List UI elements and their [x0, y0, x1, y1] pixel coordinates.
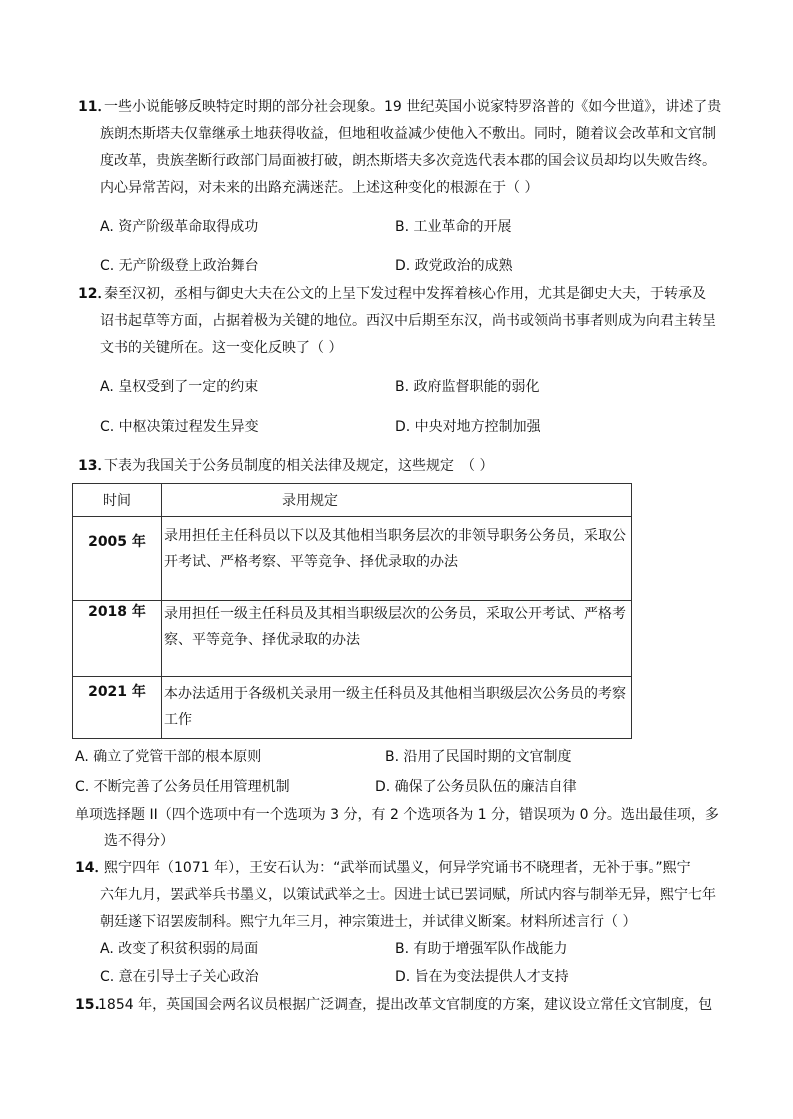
question-number: 12．	[78, 286, 112, 302]
option-d[interactable]: D. 中央对地方控制加强	[395, 419, 541, 435]
question-text-line: 诏书起草等方面，占据着极为关键的地位。西汉中后期至东汉，尚书或领尚书事者则成为向君主转呈	[100, 313, 716, 329]
table-cell-rule: 录用担任一级主任科员及其相当职级层次的公务员，采取公开考试、严格考察、平等竞争、择优录取的办法	[164, 606, 626, 648]
question-number: 13．	[78, 458, 112, 474]
option-c[interactable]: C. 意在引导士子关心政治	[100, 969, 259, 985]
question-text-line: 下表为我国关于公务员制度的相关法律及规定，这些规定 （ ）	[104, 458, 494, 474]
option-d[interactable]: D. 政党政治的成熟	[395, 258, 513, 274]
option-a[interactable]: A. 皇权受到了一定的约束	[100, 379, 259, 395]
table-cell-year: 2005 年	[88, 534, 146, 550]
question-text-line: 一些小说能够反映特定时期的部分社会现象。19 世纪英国小说家特罗洛普的《如今世道》，讲述了贵	[104, 99, 722, 115]
table-cell-year: 2021 年	[88, 684, 146, 700]
option-d[interactable]: D. 旨在为变法提供人才支持	[395, 969, 569, 985]
option-b[interactable]: B. 有助于增强军队作战能力	[395, 941, 568, 957]
option-c[interactable]: C. 不断完善了公务员任用管理机制	[75, 779, 290, 795]
question-text-line: 文书的关键所在。这一变化反映了（ ）	[100, 340, 343, 356]
table-header-time: 时间	[73, 484, 162, 517]
question-text-line: 1854 年，英国国会两名议员根据广泛调查，提出改革文官制度的方案，建议设立常任文官制度，包	[98, 997, 713, 1013]
table-header-row	[73, 484, 632, 517]
question-number: 11．	[78, 99, 112, 115]
option-c[interactable]: C. 中枢决策过程发生异变	[100, 419, 259, 435]
table-cell-year: 2018 年	[88, 604, 146, 620]
option-a[interactable]: A. 改变了积贫积弱的局面	[100, 941, 259, 957]
option-b[interactable]: B. 政府监督职能的弱化	[395, 379, 540, 395]
section-instructions-line: 选不得分）	[104, 833, 174, 849]
option-a[interactable]: A. 确立了党管干部的根本原则	[75, 749, 262, 765]
regulations-table	[72, 483, 632, 739]
question-text-line: 六年九月，罢武举兵书墨义，以策试武举之士。因进士试已罢词赋，所试内容与制举无异，熙宁七年	[100, 887, 716, 903]
question-text-line: 度改革，贵族垄断行政部门局面被打破，朗杰斯塔夫多次竞选代表本郡的国会议员却均以失败告终。	[100, 153, 716, 169]
question-number: 14．	[75, 860, 109, 876]
option-b[interactable]: B. 沿用了民国时期的文官制度	[385, 749, 572, 765]
table-row	[73, 601, 632, 677]
table-cell-rule: 本办法适用于各级机关录用一级主任科员及其他相当职级层次公务员的考察工作	[164, 686, 626, 728]
option-c[interactable]: C. 无产阶级登上政治舞台	[100, 258, 259, 274]
option-a[interactable]: A. 资产阶级革命取得成功	[100, 219, 259, 235]
section-instructions-line: 单项选择题 II（四个选项中有一个选项为 3 分，有 2 个选项各为 1 分，错误项为 0 分。选出最佳项，多	[75, 807, 719, 823]
question-text-line: 熙宁四年（1071 年），王安石认为：“武举而试墨义，何异学究诵书不晓理者，无补于事。”熙宁	[104, 860, 691, 876]
question-text-line: 内心异常苦闷，对未来的出路充满迷茫。上述这种变化的根源在于（ ）	[100, 180, 539, 196]
question-text-line: 秦至汉初，丞相与御史大夫在公文的上呈下发过程中发挥着核心作用，尤其是御史大夫，于转承及	[104, 286, 706, 302]
table-row	[73, 677, 632, 739]
question-text-line: 朝廷遂下诏罢废制科。熙宁九年三月，神宗策进士，并试律义断案。材料所述言行（ ）	[100, 914, 637, 930]
table-cell-rule: 录用担任主任科员以下以及其他相当职务层次的非领导职务公务员，采取公开考试、严格考察、平等竞争、择优录取的办法	[164, 528, 626, 570]
option-d[interactable]: D. 确保了公务员队伍的廉洁自律	[375, 779, 577, 795]
question-number: 15.	[75, 997, 100, 1013]
table-header-rule: 录用规定	[162, 484, 632, 517]
option-b[interactable]: B. 工业革命的开展	[395, 219, 512, 235]
question-text-line: 族朗杰斯塔夫仅靠继承土地获得收益，但地租收益减少使他入不敷出。同时，随着议会改革和文官制	[100, 126, 716, 142]
table-row	[73, 517, 632, 601]
